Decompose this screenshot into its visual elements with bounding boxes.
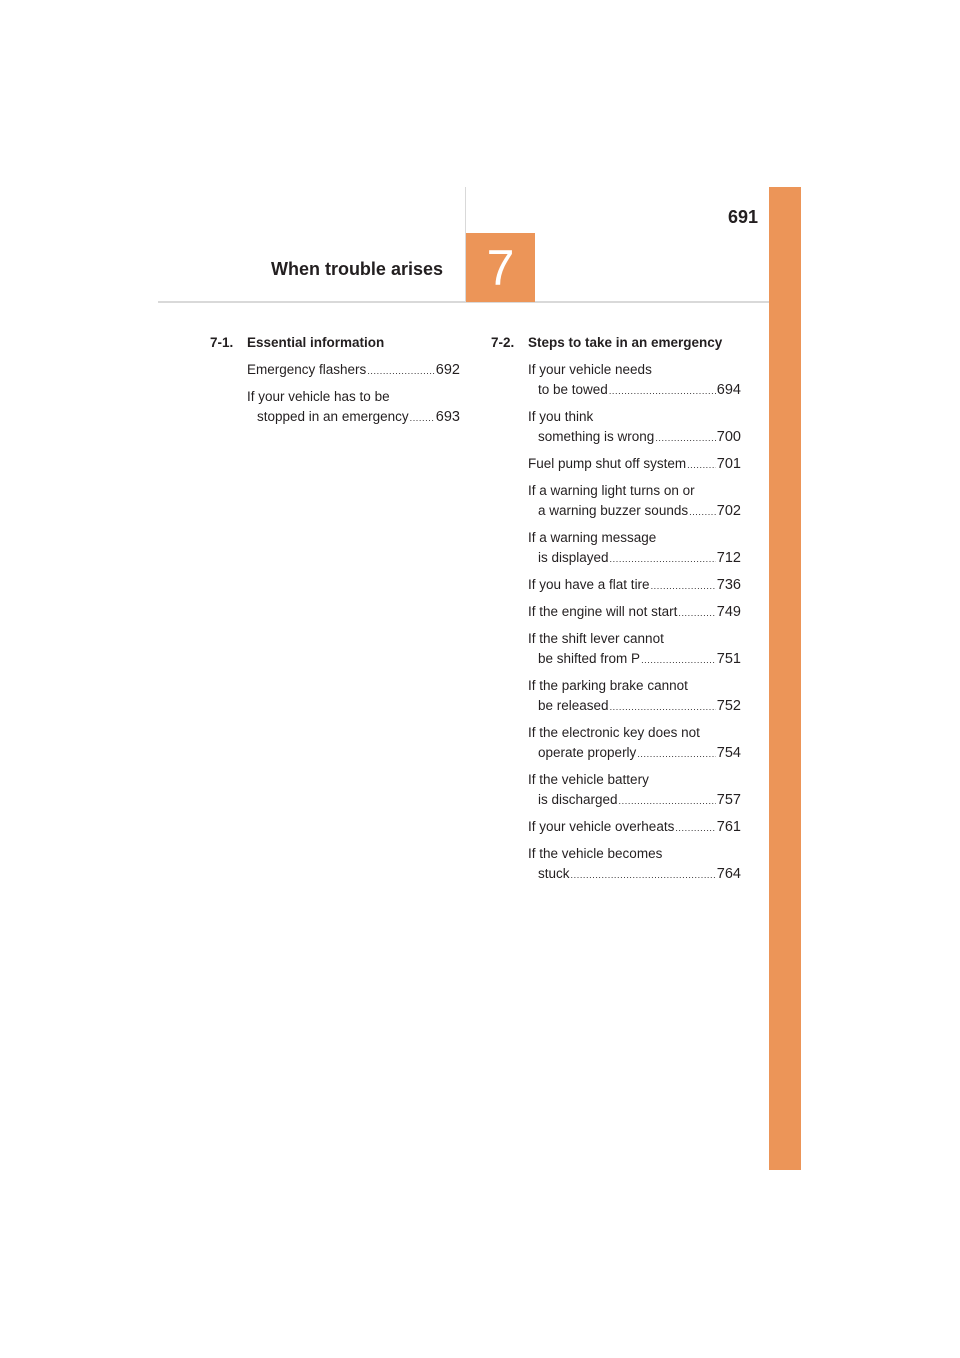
toc-entry-page: 736 [716,577,741,593]
toc-entry-text: a warning buzzer sounds [538,503,689,518]
toc-entry-page: 752 [716,698,741,714]
dot-leader [609,381,716,401]
chapter-number: 7 [486,239,515,296]
toc-entry-page: 692 [435,362,460,378]
dot-leader [367,361,434,381]
toc-entry-text: If the vehicle becomes [528,846,663,861]
section-heading [491,335,741,357]
toc-entry-page: 693 [435,409,460,425]
section-number: 7-1. [210,335,234,350]
page-number: 691 [727,207,758,227]
toc-entry[interactable] [528,481,741,522]
toc-entry-page: 754 [716,745,741,761]
toc-entry[interactable] [528,817,741,838]
toc-entry-text: Fuel pump shut off system [528,456,687,471]
toc-entry[interactable] [528,844,741,885]
toc-entry-text: If your vehicle needs [528,362,652,377]
toc-entry[interactable] [247,360,460,381]
toc-entry-text: be shifted from P [538,651,641,666]
toc-entry-list [210,360,460,428]
toc-entry-page: 764 [716,866,741,882]
dot-leader [610,697,716,717]
toc-entry-text: be released [538,698,609,713]
toc-entry-text: If a warning light turns on or [528,483,695,498]
toc-entry-text: stopped in an emergency [257,409,409,424]
toc-entry-text: If you think [528,409,594,424]
toc-entry[interactable] [528,676,741,717]
toc-entry-page: 712 [716,550,741,566]
toc-section-7-2 [491,335,741,891]
toc-entry[interactable] [247,387,460,428]
toc-entry-page: 702 [716,503,741,519]
toc-entry-text: If you have a flat tire [528,577,650,592]
toc-entry-text: If the shift lever cannot [528,631,664,646]
toc-entry[interactable] [528,770,741,811]
dot-leader [689,502,716,522]
chapter-title: When trouble arises [270,259,443,279]
section-title: Essential information [247,335,385,350]
toc-entry-text: to be towed [538,382,608,397]
toc-entry-text: If the vehicle battery [528,772,649,787]
dot-leader [687,455,716,475]
toc-entry-text: If the electronic key does not [528,725,700,740]
toc-entry-page: 761 [716,819,741,835]
toc-entry-text: If a warning message [528,530,657,545]
toc-entry-text: If your vehicle has to be [247,389,390,404]
toc-entry[interactable] [528,575,741,596]
header-horizontal-rule [158,301,769,303]
toc-entry-page: 694 [716,382,741,398]
toc-entry-text: If the engine will not start [528,604,678,619]
dot-leader [651,576,716,596]
dot-leader [619,791,716,811]
toc-entry-list [491,360,741,885]
dot-leader [610,549,716,569]
toc-entry-text: If the parking brake cannot [528,678,688,693]
section-number: 7-2. [491,335,515,350]
toc-entry-page: 751 [716,651,741,667]
toc-entry-text: stuck [538,866,570,881]
toc-entry[interactable] [528,454,741,475]
toc-entry-text: Emergency flashers [247,362,367,377]
chapter-side-tab [769,187,801,1170]
dot-leader [641,650,716,670]
toc-entry[interactable] [528,602,741,623]
dot-leader [637,744,715,764]
toc-entry[interactable] [528,360,741,401]
dot-leader [571,865,716,885]
toc-entry-page: 749 [716,604,741,620]
toc-entry-text: operate properly [538,745,637,760]
section-title: Steps to take in an emergency [528,335,723,350]
dot-leader [678,603,715,623]
toc-entry-page: 757 [716,792,741,808]
dot-leader [655,428,715,448]
toc-entry-text: is discharged [538,792,618,807]
toc-entry-text: is displayed [538,550,609,565]
toc-entry[interactable] [528,723,741,764]
toc-entry[interactable] [528,528,741,569]
toc-entry-text: something is wrong [538,429,655,444]
toc-entry-page: 700 [716,429,741,445]
toc-entry[interactable] [528,629,741,670]
toc-section-7-1 [210,335,460,434]
dot-leader [410,408,435,428]
dot-leader [675,818,715,838]
section-heading [210,335,460,357]
toc-entry[interactable] [528,407,741,448]
toc-entry-page: 701 [716,456,741,472]
toc-entry-text: If your vehicle overheats [528,819,675,834]
